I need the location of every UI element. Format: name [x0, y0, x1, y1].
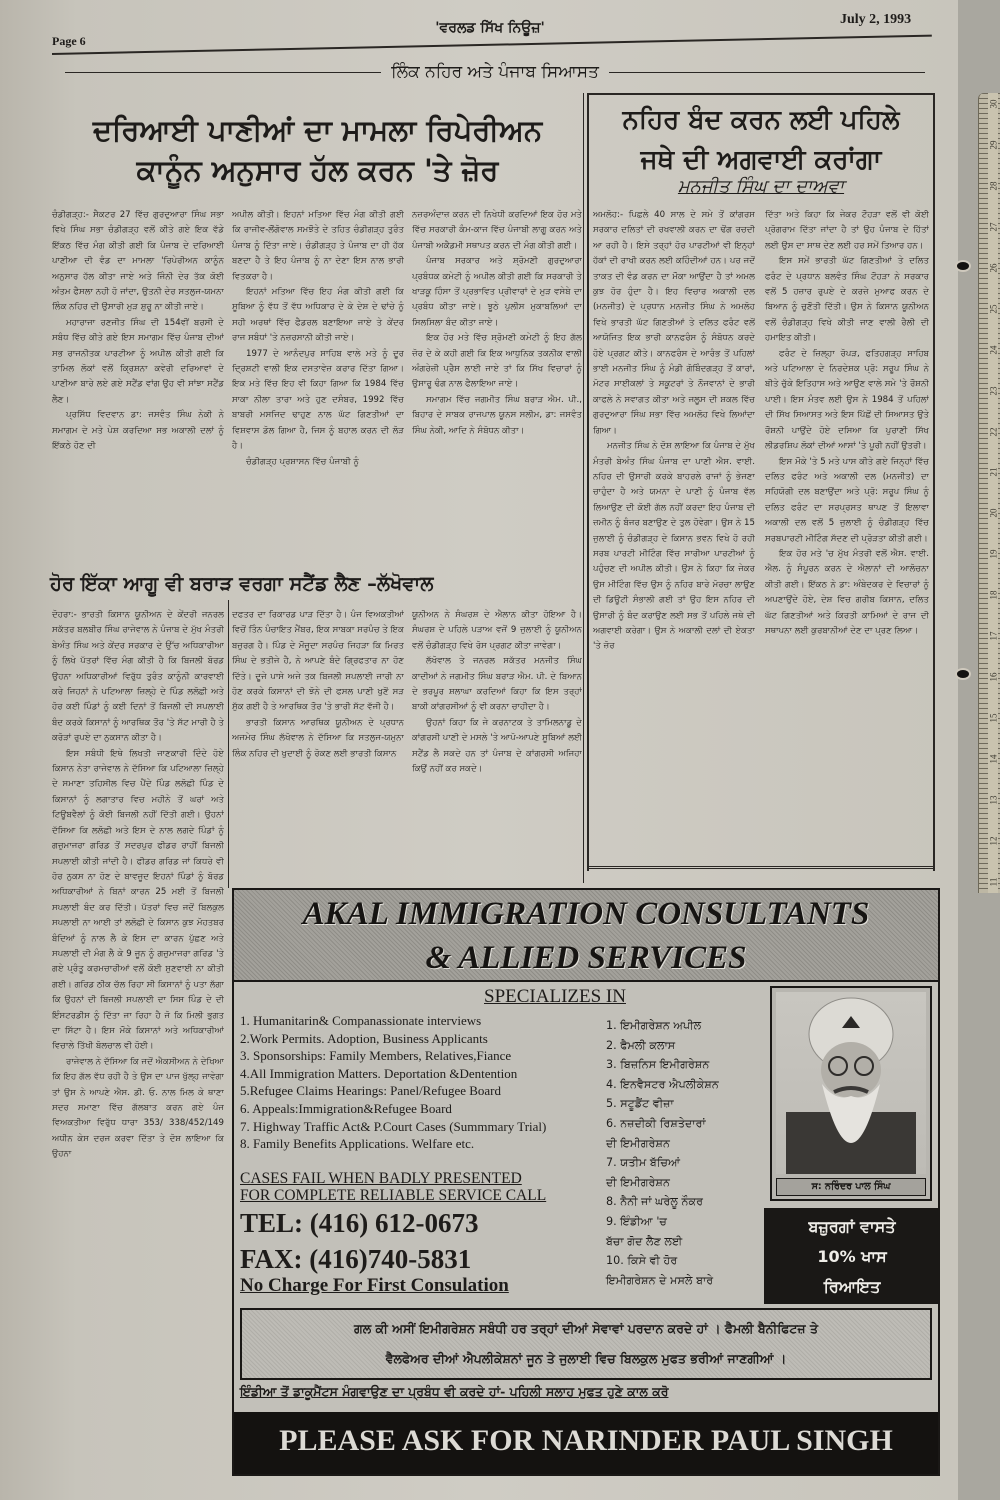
paragraph: ਫਰੰਟ ਦੇ ਜ਼ਿਲ੍ਹਾ ਰੋਪੜ, ਫਤਿਹਗੜ੍ਹ ਸਾਹਿਬ ਅਤੇ ਪਟਿਆਲਾ ਦੇ ਨਿਰਦੇਸ਼ਕ ਪ੍ਰੋ: ਸਰੂਪ ਸਿੰਘ ਨੇ ਬੀਤੇ ਚੁੱਕੇ ਇਤਿਹਾਸ ਅਤੇ ਆਉਣ ਵਾਲੇ ਸਮੇ 'ਤੇ ਰੌਸ਼ਨੀ ਪਾਈ। ਇਸ ਮੰਤਵ ਲਈ ਉਸ ਨੇ 1984 ਤੋਂ ਪਹਿਲਾਂ ਦੀ ਸਿੱਖ ਸਿਆਸਤ ਅਤੇ ਇਸ ਪਿੱਛੋਂ ਦੀ ਸਿਆਸਤ ਉਤੇ ਰੌਸ਼ਨੀ ਪਾਉਂਦੇ ਹੋਏ ਦਸਿਆ ਕਿ ਪੁਰਾਣੀ ਸਿੱਖ ਲੀਡਰਸ਼ਿਪ ਲੋਕਾਂ ਦੀਆਂ ਆਸਾਂ 'ਤੇ ਪੂਰੀ ਨਹੀਂ ਉਤਰੀ। [765, 348, 929, 452]
paragraph: ਭਾਰਤੀ ਕਿਸਾਨ ਆਰਥਿਕ ਯੂਨੀਅਨ ਦੇ ਪ੍ਰਧਾਨ ਅਜਮੇਰ ਸਿੰਘ ਲੱਖੋਵਾਲ ਨੇ ਦੱਸਿਆ ਕਿ ਸਤਲੁਜ-ਯਮੁਨਾ ਲਿੰਕ ਨਹਿਰ ਦੀ ਖੁਦਾਈ ਨੂੰ ਰੋਕਣ ਲਈ ਭਾਰਤੀ ਕਿਸਾਨ [232, 717, 404, 759]
paragraph: ਇਕ ਹੋਰ ਮਤੇ ਵਿੱਚ ਸ਼੍ਰੋਮਣੀ ਕਮੇਟੀ ਨੂੰ ਇਹ ਗੱਲ ਜ਼ੋਰ ਦੇ ਕੇ ਕਹੀ ਗਈ ਕਿ ਇਕ ਆਧੁਨਿਕ ਤਕਨੀਕ ਵਾਲੀ ਅੰਗਰੇਜ਼ੀ ਪ੍ਰੈਸ ਲਾਈ ਜਾਏ ਤਾਂ ਕਿ ਸਿੱਖ ਵਿਚਾਰਾਂ ਨੂੰ ਉਸਾਰੂ ਢੰਗ ਨਾਲ ਫੈਲਾਇਆ ਜਾਏ। [412, 333, 582, 390]
article3-subheadline: ਮਨਜੀਤ ਸਿੰਘ ਦਾ ਦਾਅਵਾ [677, 176, 845, 197]
article1-headline-line1: ਦਰਿਆਈ ਪਾਣੀਆਂ ਦਾ ਮਾਮਲਾ ਰਿਪੇਰੀਅਨ [92, 113, 543, 147]
ruler-number: 15 [988, 713, 998, 723]
ruler-number: 19 [988, 549, 998, 559]
paragraph: ਇਕ ਹੋਰ ਮਤੇ 'ਚ ਮੁੱਖ ਮੰਤਰੀ ਵਲੋਂ ਐਸ. ਵਾਈ. ਐਲ. ਨੂੰ ਸੰਪੂਰਨ ਕਰਨ ਦੇ ਐਲਾਨਾਂ ਦੀ ਆਲੋਚਨਾ ਕੀਤੀ ਗਈ। ਇੱਕਠ ਨੇ ਡਾ: ਅੰਬੇਦਕਰ ਦੇ ਵਿਚਾਰਾਂ ਨੂੰ ਅਪਣਾਉਂਦੇ ਹੋਏ, ਦੇਸ਼ ਵਿਚ ਗਰੀਬ ਕਿਸਾਨ, ਦਲਿਤ ਘੱਟ ਗਿਣਤੀਆਂ ਅਤੇ ਕਿਰਤੀ ਕਾਮਿਆਂ ਦੇ ਰਾਜ ਦੀ ਸਥਾਪਨਾ ਲਈ ਕੁਰਬਾਨੀਆਂ ਦੇਣ ਦਾ ਪ੍ਰਣ ਲਿਆ। [765, 548, 929, 636]
paragraph: ਚੰਡੀਗੜ੍ਹ:- ਸੈਕਟਰ 27 ਵਿੱਚ ਗੁਰਦੁਆਰਾ ਸਿੰਘ ਸਭਾ ਵਿਖੇ ਸਿੰਘ ਸਭਾ ਚੰਡੀਗੜ੍ਹ ਵਲੋਂ ਕੀਤੇ ਗਏ ਇਕ ਵੱਡੇ ਇੱਕਠ ਵਿੱਚ ਮੰਗ ਕੀਤੀ ਗਈ ਕਿ ਪੰਜਾਬ ਦੇ ਦਰਿਆਈ ਪਾਣੀਆ ਦੀ ਵੰਡ ਦਾ ਮਾਮਲਾ 'ਰਿਪੇਰੀਅਨ ਕਾਨੂੰਨ ਅਨੁਸਾਰ ਹੱਲ ਕੀਤਾ ਜਾਏ ਅਤੇ ਜਿੰਨੀ ਦੇਰ ਤੱਕ ਕੋਈ ਅੰਤਮ ਫੈਸਲਾ ਨਹੀ ਹੋ ਜਾਂਦਾ, ਉਤਨੀ ਦੇਰ ਸਤਲੁਜ-ਯਮਨਾ ਲਿੰਕ ਨਹਿਰ ਦੀ ਉਸਾਰੀ ਮੁੜ ਸ਼ੁਰੂ ਨਾ ਕੀਤੀ ਜਾਏ। [52, 210, 224, 313]
english-service-item: 6. Appeals:Immigration&Refugee Board [240, 1100, 452, 1116]
ruler-numbers [988, 93, 998, 893]
ad-india-documents-line: ਇੰਡੀਆ ਤੋਂ ਡਾਕੂਮੈਂਟਸ ਮੰਗਵਾਉਣ ਦਾ ਪ੍ਰਬੰਧ ਵੀ ਕਰਦੇ ਹਾਂ- ਪਹਿਲੀ ਸਲਾਹ ਮੁਫਤ ਹੁਣੇ ਕਾਲ ਕਰੋ [240, 1384, 669, 1399]
punjabi-service-item: 8. ਨੈਨੀ ਜਾਂ ਘਰੇਲੂ ਨੌਕਰ [606, 1195, 704, 1209]
paragraph: ਮਨਜੀਤ ਸਿੰਘ ਨੇ ਦੋਸ਼ ਲਾਇਆ ਕਿ ਪੰਜਾਬ ਦੇ ਮੁੱਖ ਮੰਤਰੀ ਬੇਅੰਤ ਸਿੰਘ ਪੰਜਾਬ ਦਾ ਪਾਣੀ ਐਸ. ਵਾਈ. ਨਹਿਰ ਦੀ ਉਸਾਰੀ ਕਰਕੇ ਬਾਹਰਲੇ ਰਾਜਾਂ ਨੂੰ ਭੇਜਣਾ ਚਾਹੁੰਦਾ ਹੈ ਅਤੇ ਯਮਨਾ ਦੇ ਪਾਣੀ ਨੂੰ ਪੰਜਾਬ ਵੱਲ ਲਿਆਉਣ ਦੀ ਕੋਈ ਗੱਲ ਨਹੀਂ ਕਰਦਾ ਇਹ ਪੰਜਾਬ ਦੀ ਜ਼ਮੀਨ ਨੂੰ ਬੰਜਰ ਬਣਾਉਣ ਦੇ ਤੁਲ ਹੋਵੇਗਾ। ਉਸ ਨੇ 15 ਜੁਲਾਈ ਨੂੰ ਚੰਡੀਗੜ੍ਹ ਦੇ ਕਿਸਾਨ ਭਵਨ ਵਿਖੇ ਹੋ ਰਹੀ ਸਰਬ ਪਾਰਟੀ ਮੀਟਿੰਗ ਵਿੱਚ ਸਾਰੀਆ ਪਾਰਟੀਆਂ ਨੂੰ ਪਹੁੰਚਣ ਦੀ ਅਪੀਲ ਕੀਤੀ। ਉਸ ਨੇ ਕਿਹਾ ਕਿ ਜੇਕਰ ਉਸ ਮੀਟਿੰਗ ਵਿੱਚ ਉਸ ਨੂੰ ਨਹਿਰ ਬਾਰੇ ਮੋਰਚਾ ਲਾਉਣ ਦੀ ਡਿਊਟੀ ਸੰਭਾਲੀ ਗਈ ਤਾਂ ਉਹ ਇਸ ਨਹਿਰ ਦੀ ਉਸਾਰੀ ਨੂੰ ਬੰਦ ਕਰਾਉਣ ਲਈ ਸਭ ਤੋਂ ਪਹਿਲੇ ਜਥੇ ਦੀ ਅਗਵਾਈ ਕਰੇਗਾ। ਉਸ ਨੇ ਅਕਾਲੀ ਦਲਾਂ ਦੀ ਏਕਤਾ 'ਤੇ ਜ਼ੋਰ [593, 441, 755, 652]
article2-column-3 [412, 608, 582, 880]
ruler-number: 21 [988, 467, 998, 477]
paragraph: ਦਫਤਰ ਦਾ ਰਿਕਾਰਡ ਪਾੜ ਦਿੱਤਾ ਹੈ। ਪੰਜ ਵਿਅਕਤੀਆਂ ਵਿਚੋਂ ਤਿੰਨ ਪੰਚਾਇਤ ਮੈਂਬਰ, ਇਕ ਸਾਬਕਾ ਸਰਪੰਚ ਤੇ ਇਕ ਬਜ਼ੁਰਗ ਹੈ। ਪਿੰਡ ਦੇ ਮੌਜੂਦਾ ਸਰਪੰਚ ਜਿਹੜਾ ਕਿ ਮਿਰਤ ਸਿੰਘ ਦੇ ਭਤੀਜੇ ਹੈ, ਨੇ ਆਪਣੇ ਬੰਦੇ ਗ੍ਰਿਫਤਾਰ ਨਾ ਹੋਣ ਦਿੱਤੇ। ਦੂਜੇ ਪਾਸੇ ਅਜੇ ਤਕ ਬਿਜਲੀ ਸਪਲਾਈ ਜਾਰੀ ਨਾ ਹੋਣ ਕਰਕੇ ਕਿਸਾਨਾਂ ਦੀ ਝੋਨੇ ਦੀ ਫਸਲ ਪਾਣੀ ਖੁਣੋਂ ਸੜ ਸੁੱਕ ਗਈ ਹੈ ਤੇ ਆਰਥਿਕ ਤੌਰ 'ਤੇ ਭਾਰੀ ਸੱਟ ਵੱਜੀ ਹੈ। [232, 610, 404, 713]
article2-headline: ਹੋਰ ਇੱਕਾ ਆਗੂ ਵੀ ਬਰਾੜ ਵਰਗਾ ਸਟੈਂਡ ਲੈਣ –ਲੱਖੋਵਾਲ [50, 572, 434, 595]
paragraph: ਨਜ਼ਰਅੰਦਾਜ਼ ਕਰਨ ਦੀ ਨਿਖੇਧੀ ਕਰਦਿਆਂ ਇਕ ਹੋਰ ਮਤੇ ਵਿੱਚ ਸਰਕਾਰੀ ਕੰਮ-ਕਾਜ ਵਿੱਚ ਪੰਜਾਬੀ ਲਾਗੂ ਕਰਨ ਅਤੇ ਪੰਜਾਬੀ ਅਕੈਡਮੀ ਸਥਾਪਤ ਕਰਨ ਦੀ ਮੰਗ ਕੀਤੀ ਗਈ। [412, 210, 582, 251]
ad-contact [240, 1205, 479, 1277]
punjabi-service-item: ਦੀ ਇਮੀਗਰੇਸ਼ਨ [606, 1136, 670, 1150]
consultant-portrait [776, 992, 926, 1174]
punjabi-service-item: 9. ਇੰਡੀਆ 'ਚ [606, 1214, 667, 1228]
immigration-advertisement [232, 888, 940, 1476]
paragraph: ਯੂਨੀਅਨ ਨੇ ਸੰਘਰਸ਼ ਦੇ ਐਲਾਨ ਕੀਤਾ ਹੋਇਆ ਹੈ। ਸੰਘਰਸ਼ ਦੇ ਪਹਿਲੇ ਪੜਾਅ ਵਜੋਂ 9 ਜੁਲਾਈ ਨੂੰ ਯੂਨੀਅਨ ਵਲੋਂ ਚੰਡੀਗੜ੍ਹ ਵਿਖੇ ਰੋਸ ਪ੍ਰਗਟ ਕੀਤਾ ਜਾਵੇਗਾ। [412, 610, 582, 651]
paragraph: ਰਾਜੇਵਾਲ ਨੇ ਦੱਸਿਆ ਕਿ ਜਦੋਂ ਐਕਸੀਅਨ ਨੇ ਦੇਖਿਆ ਕਿ ਇਹ ਗੱਲ ਵੱਧ ਰਹੀ ਹੈ ਤੇ ਉਸ ਦਾ ਪਾਜ ਖੁੱਲ੍ਹ ਜਾਵੇਗਾ ਤਾਂ ਉਸ ਨੇ ਆਪਣੇ ਐਸ. ਡੀ. ਓ. ਨਾਲ ਮਿਲ ਕੇ ਥਾਣਾ ਸਦਰ ਸਮਾਣਾ ਵਿੱਚ ਗੱਲਬਾਤ ਕਰਨ ਗਏ ਪੰਜ ਵਿਅਕਤੀਆ ਵਿਰੁੱਧ ਧਾਰਾ 353/ 338/452/149 ਅਧੀਨ ਕੇਸ ਦਰਜ ਕਰਵਾ ਦਿੱਤਾ ਤੇ ਦੋਸ਼ ਲਾਇਆ ਕਿ ਉਹਨਾ [52, 1056, 224, 1160]
ruler-number: 14 [988, 754, 998, 764]
english-service-item: 4.All Immigration Matters. Deportation &Dentention [240, 1065, 518, 1081]
ruler-number: 18 [988, 590, 998, 600]
discount-line2: 10% ਖਾਸ [817, 1247, 887, 1266]
ruler-number: 11 [987, 877, 998, 887]
paragraph: ਦਿੱਤਾ ਅਤੇ ਕਿਹਾ ਕਿ ਜੇਕਰ ਟੌਹੜਾ ਵਲੋਂ ਵੀ ਕੋਈ ਪ੍ਰੋਗਰਾਮ ਦਿੱਤਾ ਜਾਂਦਾ ਹੈ ਤਾਂ ਉਹ ਪੰਜਾਬ ਦੇ ਹਿੱਤਾਂ ਲਈ ਉਸ ਦਾ ਸਾਥ ਦੇਣ ਲਈ ਹਰ ਸਮੇਂ ਤਿਆਰ ਹਨ। [765, 210, 929, 251]
paragraph: ਅਪੀਲ ਕੀਤੀ। ਇਹਨਾਂ ਮਤਿਆ ਵਿੱਚ ਮੰਗ ਕੀਤੀ ਗਈ ਕਿ ਰਾਜੀਵ-ਲੌਂਗੋਵਾਲ ਸਮਝੌਤੇ ਦੇ ਤਹਿਤ ਚੰਡੀਗੜ੍ਹ ਤੁਰੰਤ ਪੰਜਾਬ ਨੂੰ ਦਿੱਤਾ ਜਾਏ। ਚੰਡੀਗੜ੍ਹ ਤੇ ਪੰਜਾਬ ਦਾ ਹੀ ਹੱਕ ਬਣਦਾ ਹੈ ਤੇ ਇਹ ਪੰਜਾਬ ਨੂੰ ਨਾ ਦੇਣਾ ਇਸ ਨਾਲ ਭਾਰੀ ਵਿਤਕਰਾ ਹੈ। [232, 210, 404, 282]
punjabi-service-item: 3. ਬਿਜ਼ਨਿਸ ਇਮੀਗਰੇਸ਼ਨ [606, 1058, 710, 1072]
senior-discount-badge [764, 1208, 940, 1304]
paragraph: ਚੰਡੀਗੜ੍ਹ ਪ੍ਰਸ਼ਾਸਨ ਵਿੱਚ ਪੰਜਾਬੀ ਨੂੰ [246, 456, 359, 467]
english-service-item: 8. Family Benefits Applications. Welfare etc. [240, 1136, 475, 1152]
article1-column-3 [412, 208, 582, 563]
ad-cases-notice [240, 1170, 546, 1204]
paragraph: ਪ੍ਰਸਿੱਧ ਵਿਦਵਾਨ ਡਾ: ਜਸਵੰਤ ਸਿੰਘ ਨੇਕੀ ਨੇ ਸਮਾਗਮ ਦੇ ਮਤੇ ਪੇਸ਼ ਕਰਦਿਆ ਸਭ ਅਕਾਲੀ ਦਲਾਂ ਨੂੰ ਇੱਕਠੇ ਹੋਣ ਦੀ [52, 410, 224, 452]
paragraph: ਸਮਾਗਮ ਵਿੱਚ ਜਗਮੀਤ ਸਿੰਘ ਬਰਾੜ ਐਮ. ਪੀ., ਬਿਹਾਰ ਦੇ ਸਾਬਕ ਰਾਜਪਾਲ ਯੂਨਸ ਸਲੀਮ, ਡਾ: ਜਸਵੰਤ ਸਿੰਘ ਨੇਕੀ, ਆਦਿ ਨੇ ਸੰਬੋਧਨ ਕੀਤਾ। [412, 394, 582, 436]
ruler-number: 28 [988, 181, 998, 191]
ad-services-band [240, 1308, 932, 1380]
english-service-item: 2.Work Permits. Adoption, Business Applicants [240, 1030, 488, 1046]
consultant-photo-frame [770, 986, 932, 1201]
paragraph: ਇਸ ਮੌਕੇ 'ਤੇ 5 ਮਤੇ ਪਾਸ ਕੀਤੇ ਗਏ ਜਿਨ੍ਹਾਂ ਵਿੱਚ ਦਲਿਤ ਫਰੰਟ ਅਤੇ ਅਕਾਲੀ ਦਲ (ਮਨਜੀਤ) ਦਾ ਸਹਿਯੋਗੀ ਦਲ ਬਣਾਉਂਦਾ ਅਤੇ ਪ੍ਰੋ: ਸਰੂਪ ਸਿੰਘ ਨੂੰ ਦਲਿਤ ਫਰੰਟ ਦਾ ਸਰਪ੍ਰਸਤ ਥਾਪਣ ਤੋਂ ਇਲਾਵਾ ਅਕਾਲੀ ਦਲ ਵਲੋਂ 5 ਜੁਲਾਈ ਨੂੰ ਚੰਡੀਗੜ੍ਹ ਵਿੱਚ ਸਰਬਪਾਰਟੀ ਮੀਟਿੰਗ ਸੱਦਣ ਦੀ ਪ੍ਰੋੜਤਾ ਕੀਤੀ ਗਈ। [765, 456, 929, 544]
english-service-item: 3. Sponsorships: Family Members, Relatives,Fiance [240, 1048, 512, 1064]
article2-column-1 [52, 608, 224, 1478]
article1-headline-line2: ਕਾਨੂੰਨ ਅਨੁਸਾਰ ਹੱਲ ਕਰਨ 'ਤੇ ਜ਼ੋਰ [136, 153, 499, 187]
ad-cases-line1: CASES FAIL WHEN BADLY PRESENTED [240, 1170, 522, 1187]
divider [609, 72, 925, 73]
ad-specializes-heading: SPECIALIZES IN [484, 986, 626, 1007]
punjabi-service-item: 2. ਫੈਮਲੀ ਕਲਾਸ [606, 1038, 676, 1052]
ruler-number: 25 [988, 304, 998, 314]
punjabi-service-item: 4. ਇਨਵੈਸਟਰ ਐਪਲੀਕੇਸ਼ਨ [606, 1077, 719, 1091]
paragraph: ਪੰਜਾਬ ਸਰਕਾਰ ਅਤੇ ਸ਼੍ਰੋਮਣੀ ਗੁਰਦੁਆਰਾ ਪ੍ਰਬੰਧਕ ਕਮੇਟੀ ਨੂੰ ਅਪੀਲ ਕੀਤੀ ਗਈ ਕਿ ਸਰਕਾਰੀ ਤੇ ਖਾੜਕੂ ਹਿੰਸਾ ਤੋਂ ਪ੍ਰਭਾਵਿਤ ਪ੍ਰੀਵਾਰਾਂ ਦੇ ਮੁੜ ਵਸੇਬੇ ਦਾ ਪ੍ਰਬੰਧ ਕੀਤਾ ਜਾਏ। ਝੂਠੇ ਪੁਲੀਸ ਮੁਕਾਬਲਿਆਂ ਦਾ ਸਿਲਸਿਲਾ ਬੰਦ ਕੀਤਾ ਜਾਏ। [412, 256, 582, 328]
ad-punjabi-services-list [606, 1016, 719, 1290]
band-line1: ਗਲ ਕੀ ਅਸੀਂ ਇਮੀਗਰੇਸ਼ਨ ਸਬੰਧੀ ਹਰ ਤਰ੍ਹਾਂ ਦੀਆਂ ਸੇਵਾਵਾਂ ਪਰਦਾਨ ਕਰਦੇ ਹਾਂ । ਫੈਮਲੀ ਬੈਨੀਫਿਟਜ਼ ਤੇ [354, 1321, 818, 1336]
column-divider [228, 600, 229, 888]
article3-column-2 [765, 208, 929, 860]
ruler-number: 16 [988, 672, 998, 682]
paragraph: 1977 ਦੇ ਆਨੰਦਪੁਰ ਸਾਹਿਬ ਵਾਲੇ ਮਤੇ ਨੂੰ ਦੂਰ ਦ੍ਰਿਸ਼ਟੀ ਵਾਲੀ ਇਕ ਦਸਤਾਵੇਜ਼ ਕਰਾਰ ਦਿੱਤਾ ਗਿਆ। ਇਕ ਮਤੇ ਵਿੱਚ ਇਹ ਵੀ ਕਿਹਾ ਗਿਆ ਕਿ 1984 ਵਿੱਚ ਸਾਕਾ ਨੀਲਾ ਤਾਰਾ ਅਤੇ ਹੁਣ ਦਸੰਬਰ, 1992 ਵਿੱਚ ਬਾਬਰੀ ਮਸਜਿਦ ਢਾਹੁਣ ਨਾਲ ਘੱਟ ਗਿਣਤੀਆਂ ਦਾ ਵਿਸ਼ਵਾਸ ਡੋਲ ਗਿਆ ਹੈ, ਜਿਸ ਨੂੰ ਬਹਾਲ ਕਰਨ ਦੀ ਲੋੜ ਹੈ। [232, 348, 404, 452]
ad-title-line2: & ALLIED SERVICES [425, 940, 747, 976]
photo-caption: ਸ: ਨਰਿੰਦਰ ਪਾਲ ਸਿੰਘ [776, 1178, 926, 1196]
page-number: Page 6 [52, 34, 86, 48]
ruler-number: 20 [988, 508, 998, 518]
english-service-item: 1. Humanitarin& Companassionate interviews [240, 1013, 482, 1028]
newspaper-title: 'ਵਰਲਡ ਸਿੱਖ ਨਿਊਜ਼' [435, 20, 545, 36]
ruler-number: 27 [988, 222, 998, 232]
discount-line1: ਬਜ਼ੁਰਗਾਂ ਵਾਸਤੇ [808, 1217, 896, 1236]
article2-column-2 [232, 608, 404, 880]
section-title: ਲਿੰਕ ਨਹਿਰ ਅਤੇ ਪੰਜਾਬ ਸਿਆਸਤ [391, 62, 599, 82]
article3-headline-line1: ਨਹਿਰ ਬੰਦ ਕਰਨ ਲਈ ਪਹਿਲੇ [622, 105, 900, 135]
paragraph: ਲੱਖੋਵਾਲ ਤੇ ਜਨਰਲ ਸਕੱਤਰ ਮਨਜੀਤ ਸਿੰਘ ਕਾਦੀਆਂ ਨੇ ਜਗਮੀਤ ਸਿੰਘ ਬਰਾੜ ਐਮ. ਪੀ. ਦੇ ਬਿਆਨ ਦੇ ਭਰਪੂਰ ਸ਼ਲਾਘਾ ਕਰਦਿਆਂ ਕਿਹਾ ਕਿ ਇਸ ਤਰ੍ਹਾਂ ਬਾਕੀ ਕਾਂਗਰਸੀਆਂ ਨੂੰ ਵੀ ਕਰਨਾ ਚਾਹੀਦਾ ਹੈ। [412, 656, 582, 713]
band-line2: ਵੈਲਫੇਅਰ ਦੀਆਂ ਐਪਲੀਕੇਸ਼ਨਾਂ ਜੂਨ ਤੇ ਜੁਲਾਈ ਵਿਚ ਬਿਲਕੁਲ ਮੁਫਤ ਭਰੀਆਂ ਜਾਣਗੀਆਂ । [385, 1351, 787, 1366]
paragraph: ਅਮਲੋਹ:- ਪਿਛਲੇ 40 ਸਾਲ ਦੇ ਸਮੇ ਤੋਂ ਕਾਂਗਰਸ ਸਰਕਾਰ ਦਲਿਤਾਂ ਦੀ ਰਖਵਾਲੀ ਕਰਨ ਦਾ ਢੋਂਗ ਰਚਦੀ ਆ ਰਹੀ ਹੈ। ਇਸੇ ਤਰ੍ਹਾਂ ਹੋਰ ਪਾਰਟੀਆਂ ਵੀ ਇਨ੍ਹਾਂ ਹੱਕਾਂ ਦੀ ਰਾਖੀ ਕਰਨ ਲਈ ਕਹਿੰਦੀਆਂ ਹਨ। ਪਰ ਜਦੋਂ ਤਾਕਤ ਦੀ ਵੰਡ ਕਰਨ ਦਾ ਮੌਕਾ ਆਉਂਦਾ ਹੈ ਤਾਂ ਅਮਲ ਕੁਝ ਹੋਰ ਹੁੰਦਾ ਹੈ। ਇਹ ਵਿਚਾਰ ਅਕਾਲੀ ਦਲ (ਮਨਜੀਤ) ਦੇ ਪ੍ਰਧਾਨ ਮਨਜੀਤ ਸਿੰਘ ਨੇ ਅਮਲੋਹ ਵਿਖੇ ਭਾਰਤੀ ਘੱਟ ਗਿਣਤੀਆਂ ਤੇ ਦਲਿਤ ਫਰੰਟ ਵਲੋਂ ਆਯੋਜਿਤ ਇਕ ਭਾਰੀ ਕਾਨਫਰੰਸ ਨੂੰ ਸੰਬੋਧਨ ਕਰਦੇ ਹੋਏ ਪ੍ਰਗਟ ਕੀਤੇ। ਕਾਨਫਰੰਸ ਦੇ ਆਰੰਭ ਤੋਂ ਪਹਿਲਾਂ ਭਾਈ ਮਨਜੀਤ ਸਿੰਘ ਨੂੰ ਮੰਡੀ ਗੋਬਿੰਦਗੜ੍ਹ ਤੋਂ ਕਾਰਾਂ, ਮੋਟਰ ਸਾਈਕਲਾਂ ਤੇ ਸਕੂਟਰਾਂ ਤੇ ਨੌਜਵਾਨਾਂ ਦੇ ਭਾਰੀ ਕਾਫਲੇ ਨੇ ਸਵਾਗਤ ਕੀਤਾ ਅਤੇ ਜਲੂਸ ਦੀ ਸ਼ਕਲ ਵਿੱਚ ਗੁਰਦੁਆਰਾ ਸਿੰਘ ਸਭਾ ਵਿੱਚ ਅਮਲੋਹ ਵਿਖੇ ਲਿਆਂਦਾ ਗਿਆ। [593, 210, 755, 436]
ad-cases-line2: FOR COMPLETE RELIABLE SERVICE CALL [240, 1187, 547, 1204]
punjabi-service-item: ਇਮੀਗਰੇਸ਼ਨ ਦੇ ਮਸਲੇ ਬਾਰੇ [606, 1273, 714, 1287]
punjabi-service-item: ਬੱਚਾ ਗੋਦ ਲੈਣ ਲਈ [606, 1234, 683, 1248]
punjabi-service-item: 1. ਇਮੀਗਰੇਸ਼ਨ ਅਪੀਲ [606, 1019, 702, 1032]
issue-date: July 2, 1993 [840, 12, 912, 27]
punjabi-service-item: 5. ਸਟੂਡੈਂਟ ਵੀਜ਼ਾ [606, 1097, 674, 1111]
paragraph: ਮਹਾਰਾਜਾ ਰਣਜੀਤ ਸਿੰਘ ਦੀ 154ਵੀਂ ਬਰਸੀ ਦੇ ਸਬੰਧ ਵਿੱਚ ਕੀਤੇ ਗਏ ਇਸ ਸਮਾਗਮ ਵਿੱਚ ਪੰਜਾਬ ਦੀਆਂ ਸਭ ਰਾਜਨੀਤਕ ਪਾਰਟੀਆ ਨੂੰ ਅਪੀਲ ਕੀਤੀ ਗਈ ਕਿ ਤਾਮਿਲ ਲੋਕਾਂ ਵਲੋਂ ਕ੍ਰਿਸ਼ਨਾ ਕਵੇਰੀ ਦਰਿਆਵਾਂ ਦੇ ਪਾਣੀਆ ਬਾਰੇ ਲਏ ਗਏ ਸਟੈਂਡ ਵਾਂਗ ਉਹ ਵੀ ਸਾਂਝਾ ਸਟੈਂਡ ਲੈਣ। [52, 317, 224, 405]
ad-title-line1: AKAL IMMIGRATION CONSULTANTS [302, 896, 870, 932]
article3-headline [588, 100, 934, 180]
ruler-number: 12 [988, 836, 998, 846]
paragraph: ਇਹਨਾਂ ਮਤਿਆ ਵਿੱਚ ਇਹ ਮੰਗ ਕੀਤੀ ਗਈ ਕਿ ਸੂਬਿਆ ਨੂੰ ਵੱਧ ਤੋਂ ਵੱਧ ਅਧਿਕਾਰ ਦੇ ਕੇ ਦੇਸ਼ ਦੇ ਢਾਂਚੇ ਨੂੰ ਸਹੀ ਅਰਥਾਂ ਵਿੱਚ ਫੈਡਰਲ ਬਣਾਇਆ ਜਾਏ ਤੇ ਕੇਂਦਰ ਰਾਜ ਸਬੰਧਾਂ 'ਤੇ ਨਜ਼ਰਸਾਨੀ ਕੀਤੀ ਜਾਏ। [232, 287, 404, 344]
paragraph: ਇਸ ਸਬੰਧੀ ਇਥੇ ਲਿਖਤੀ ਜਾਣਕਾਰੀ ਦਿੰਦੇ ਹੋਏ ਕਿਸਾਨ ਨੇਤਾ ਰਾਜੇਵਾਲ ਨੇ ਦੱਸਿਆ ਕਿ ਪਟਿਆਲਾ ਜ਼ਿਲ੍ਹੇ ਦੇ ਸਮਾਣਾ ਤਹਿਸੀਲ ਵਿਚ ਪੈਂਦੇ ਪਿੰਡ ਲਲੋਛੀ ਪਿੰਡ ਦੇ ਕਿਸਾਨਾਂ ਨੂੰ ਲਗਾਤਾਰ ਵਿਚ ਮਹੀਨੇ ਤੋਂ ਘਰਾਂ ਅਤੇ ਟਿਊਬਵੈਲਾਂ ਨੂੰ ਕੋਈ ਬਿਜਲੀ ਨਹੀਂ ਦਿੱਤੀ ਗਈ। ਉਹਨਾਂ ਦੱਸਿਆ ਕਿ ਲਲੋਛੀ ਅਤੇ ਇਸ ਦੇ ਨਾਲ ਲਗਦੇ ਪਿੰਡਾਂ ਨੂੰ ਗਜ਼ੁਮਾਜਰਾ ਗਰਿਡ ਤੋਂ ਸਦਰਪੁਰ ਫੀਡਰ ਰਾਹੀਂ ਬਿਜਲੀ ਸਪਲਾਈ ਕੀਤੀ ਜਾਂਦੀ ਹੈ। ਫੀਡਰ ਗਰਿਡ ਜਾਂ ਕਿਧਰੇ ਵੀ ਹੋਰ ਨੁਕਸ ਨਾ ਹੋਣ ਦੇ ਬਾਵਜੂਦ ਇਹਨਾਂ ਪਿੰਡਾਂ ਨੂੰ ਬੋਰਡ ਅਧਿਕਾਰੀਆਂ ਨੇ ਬਿਨਾਂ ਕਾਰਨ 25 ਮਈ ਤੋਂ ਬਿਜਲੀ ਸਪਲਾਈ ਬੰਦ ਕਰ ਦਿੱਤੀ। ਪੱਤਰਾਂ ਵਿਚ ਜਦੋਂ ਬਿਲਕੁਲ ਸਪਲਾਈ ਨਾ ਆਈ ਤਾਂ ਲਲੋਛੀ ਦੇ ਕਿਸਾਨ ਕੁਝ ਮੋਹਤਬਰ ਬੰਦਿਆਂ ਨੂੰ ਨਾਲ ਲੈ ਕੇ ਇਸ ਦਾ ਕਾਰਨ ਪੁੱਛਣ ਅਤੇ ਸਪਲਾਈ ਦੀ ਮੰਗ ਲੈ ਕੇ 9 ਜੂਨ ਨੂੰ ਗਜ਼ੁਮਾਜਰਾ ਗਰਿਡ 'ਤੇ ਗਏ ਪ੍ਰੰਤੂ ਕਰਮਚਾਰੀਆਂ ਵਲੋਂ ਕੋਈ ਸੁਣਵਾਈ ਨਾ ਕੀਤੀ ਗਈ। ਗਰਿਡ ਠੀਕ ਚੱਲ ਰਿਹਾ ਸੀ ਕਿਸਾਨਾਂ ਨੂੰ ਪਤਾ ਲੱਗਾ ਕਿ ਉਹਨਾਂ ਦੀ ਬਿਜਲੀ ਸਪਲਾਈ ਦਾ ਸਿਸ ਪਿੰਡ ਦੇ ਦੀ ਇੰਸਟਰਡੀਸ ਨੂੰ ਦਿੱਤਾ ਜਾ ਰਿਹਾ ਹੈ ਜੋ ਕਿ ਮਿਲੀ ਭੁਗਤ ਦਾ ਸਿੱਟਾ ਹੈ। ਇਸ ਮੌਕੇ ਕਿਸਾਨਾਂ ਅਤੇ ਅਧਿਕਾਰੀਆਂ ਵਿਚਾਲੇ ਤਿੱਖੀ ਬੋਲਚਾਲ ਵੀ ਹੋਈ। [52, 748, 224, 1052]
article1-headline [50, 110, 585, 190]
english-service-item: 5.Refugee Claims Hearings: Panel/Refugee Board [240, 1083, 502, 1099]
english-service-item: 7. Highway Traffic Act& P.Court Cases (Summmary Trial) [240, 1118, 547, 1134]
ad-ask-for-banner: PLEASE ASK FOR NARINDER PAUL SINGH [234, 1412, 938, 1474]
ruler-number: 26 [988, 263, 998, 273]
section-header [65, 62, 925, 82]
binder-hole [955, 668, 971, 680]
article3-column-1 [593, 208, 755, 860]
paragraph: ਦੋਹਰਾ:- ਭਾਰਤੀ ਕਿਸਾਨ ਯੂਨੀਅਨ ਦੇ ਕੇਂਦਰੀ ਜਨਰਲ ਸਕੱਤਰ ਬਲਬੀਰ ਸਿੰਘ ਰਾਜੇਵਾਲ ਨੇ ਪੰਜਾਬ ਦੇ ਮੁੱਖ ਮੰਤਰੀ ਬੇਅੰਤ ਸਿੰਘ ਅਤੇ ਕੇਂਦਰ ਸਰਕਾਰ ਦੇ ਉੱਚ ਅਧਿਕਾਰੀਆ ਨੂੰ ਲਿਖੇ ਪੱਤਰਾਂ ਵਿੱਚ ਮੰਗ ਕੀਤੀ ਹੈ ਕਿ ਬਿਜਲੀ ਬੋਰਡ ਉਹਨਾ ਅਧਿਕਾਰੀਆਂ ਵਿਰੁੱਧ ਤੁਰੰਤ ਕਾਨੂੰਨੀ ਕਾਰਵਾਈ ਕਰੇ ਜਿਹਨਾਂ ਨੇ ਪਟਿਆਲਾ ਜ਼ਿਲ੍ਹੇ ਦੇ ਪਿੰਡ ਲਲੋਛੀ ਅਤੇ ਹੋਰ ਕਈ ਪਿੰਡਾਂ ਨੂੰ ਕਈ ਦਿਨਾਂ ਤੋਂ ਬਿਜਲੀ ਦੀ ਸਪਲਾਈ ਬੰਦ ਕਰਕੇ ਕਿਸਾਨਾਂ ਨੂੰ ਆਰਥਿਕ ਤੌਰ 'ਤੇ ਸੱਟ ਮਾਰੀ ਹੈ ਤੇ ਕਰੋੜਾਂ ਰੁਪਏ ਦਾ ਨੁਕਸਾਨ ਕੀਤਾ ਹੈ। [52, 610, 224, 744]
ruler [978, 93, 1000, 893]
divider [65, 72, 381, 73]
article1-column-1 [52, 208, 224, 563]
discount-line3: ਰਿਆਇਤ [823, 1277, 881, 1296]
article3-headline-line2: ਜਥੇ ਦੀ ਅਗਵਾਈ ਕਰਾਂਗਾ [640, 145, 882, 175]
ruler-number: 24 [988, 345, 998, 355]
column-divider [583, 93, 584, 883]
ruler-number: 30 [988, 99, 998, 109]
ruler-number: 17 [988, 631, 998, 641]
ad-phone-number: TEL: (416) 612-0673 [240, 1208, 479, 1238]
portrait-illustration [776, 992, 926, 1174]
ad-english-services-list [240, 1012, 546, 1153]
ruler-number: 23 [988, 386, 998, 396]
punjabi-service-item: 6. ਨਜ਼ਦੀਕੀ ਰਿਸ਼ਤੇਦਾਰਾਂ [606, 1116, 706, 1130]
punjabi-service-item: ਦੀ ਇਮੀਗਰੇਸ਼ਨ [606, 1175, 670, 1189]
ruler-number: 29 [988, 140, 998, 150]
ruler-number: 13 [988, 795, 998, 805]
paragraph: ਇਸ ਸਮੇਂ ਭਾਰਤੀ ਘੱਟ ਗਿਣਤੀਆਂ ਤੇ ਦਲਿਤ ਫਰੰਟ ਦੇ ਪ੍ਰਧਾਨ ਬਲਵੰਤ ਸਿੰਘ ਟੌਹੜਾ ਨੇ ਸਰਕਾਰ ਵਲੋਂ 5 ਹਜ਼ਾਰ ਰੁਪਏ ਦੇ ਕਰਜ਼ੇ ਮੁਆਫ ਕਰਨ ਦੇ ਬਿਆਨ ਨੂੰ ਚੁਣੌਤੀ ਦਿੱਤੀ। ਉਸ ਨੇ ਕਿਸਾਨ ਯੂਨੀਅਨ ਵਲੋਂ ਚੰਡੀਗੜ੍ਹ ਵਿਖੇ ਕੀਤੀ ਜਾਣ ਵਾਲੀ ਰੈਲੀ ਦੀ ਹਮਾਇਤ ਕੀਤੀ। [765, 256, 929, 344]
ad-free-consultation: No Charge For First Consulation [240, 1275, 509, 1296]
binder-hole [955, 260, 971, 272]
paragraph: ਉਹਨਾਂ ਕਿਹਾ ਕਿ ਜੇ ਕਰਨਾਟਕ ਤੇ ਤਾਮਿਲਨਾਡੂ ਦੇ ਕਾਂਗਰਸੀ ਪਾਣੀ ਦੇ ਮਸਲੇ 'ਤੇ ਆਪੋ-ਆਪਣੇ ਸੂਬਿਆਂ ਲਈ ਸਟੈਂਡ ਲੈ ਸਕਦੇ ਹਨ ਤਾਂ ਪੰਜਾਬ ਦੇ ਕਾਂਗਰਸੀ ਅਜਿਹਾ ਕਿਉਂ ਨਹੀਂ ਕਰ ਸਕਦੇ। [412, 717, 582, 775]
punjabi-service-item: 7. ਯਤੀਮ ਬੱਚਿਆਂ [606, 1156, 681, 1170]
article1-column-2 [232, 208, 404, 563]
ad-title-banner [234, 890, 938, 982]
ad-fax-number: FAX: (416)740-5831 [240, 1244, 472, 1274]
ruler-number: 22 [988, 427, 998, 436]
punjabi-service-item: 10. ਕਿਸੇ ਵੀ ਹੋਰ [606, 1254, 678, 1268]
article3-box-bottom-rule [587, 866, 935, 869]
